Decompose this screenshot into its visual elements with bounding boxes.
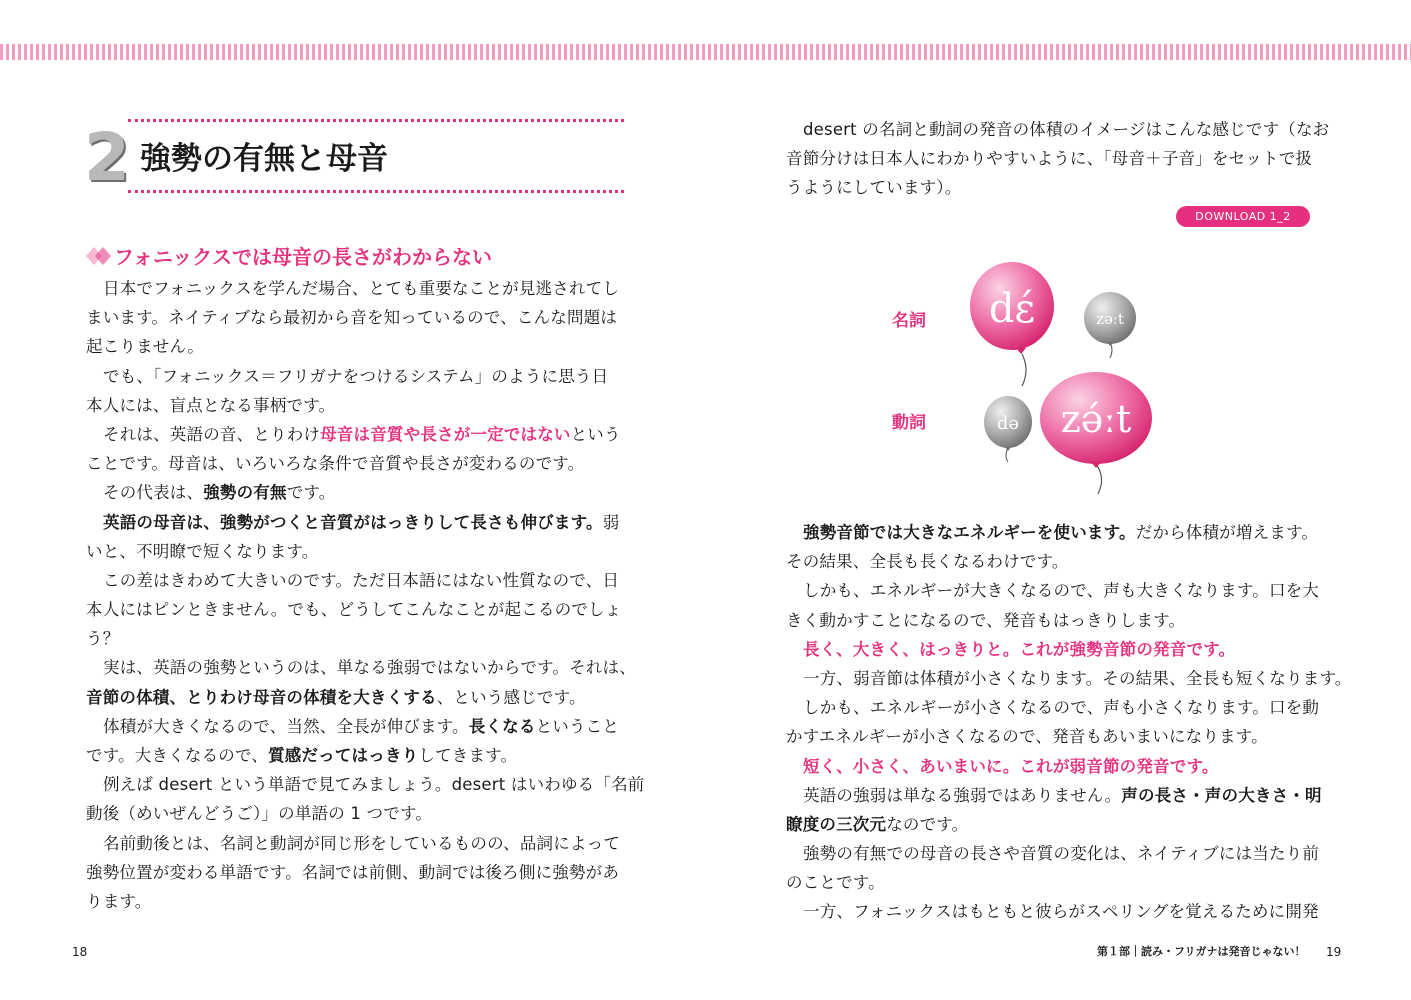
left-page-number: 18 bbox=[72, 945, 88, 959]
text-line: う？ bbox=[86, 629, 120, 649]
text-line: それは、英語の音、とりわけ母音は音質や長さが一定ではないという bbox=[103, 424, 621, 444]
noun-stressed-syllable: dɛ́ bbox=[988, 286, 1036, 332]
text-line: ります。 bbox=[86, 891, 152, 911]
text-line: 起こりません。 bbox=[86, 337, 204, 357]
section-title: フォニックスでは母音の長さがわからない bbox=[114, 245, 492, 269]
text-line: その結果、全長も長くなるわけです。 bbox=[786, 552, 1069, 572]
text-line: うようにしています）。 bbox=[786, 178, 962, 198]
text-line: ことです。母音は、いろいろな条件で音質や長さが変わるのです。 bbox=[86, 454, 585, 474]
bold-text: 長くなる bbox=[468, 716, 536, 736]
bold-text: 質感だってはっきり bbox=[268, 746, 419, 765]
text-line: 強勢の有無での母音の長さや音質の変化は、ネイティブには当たり前 bbox=[803, 844, 1320, 864]
text-line: 強勢音節では大きなエネルギーを使います。だから体積が増えます。 bbox=[803, 523, 1319, 542]
bold-text: 瞭度の三次元 bbox=[786, 814, 887, 834]
bold-text: 音節の体積、とりわけ母音の体積を大きくする bbox=[86, 687, 437, 707]
text-line: desert の名詞と動詞の発音の体積のイメージはこんな感じです（なお bbox=[803, 120, 1330, 139]
text-line: 英語の強弱は単なる強弱ではありません。声の長さ・声の大きさ・明 bbox=[803, 785, 1322, 805]
text-line: しかも、エネルギーが大きくなるので、声も大きくなります。口を大 bbox=[803, 581, 1320, 601]
text-line: です。大きくなるので、質感だってはっきりしてきます。 bbox=[86, 746, 518, 765]
text-line: まいます。ネイティブなら最初から音を知っているので、こんな問題は bbox=[86, 308, 618, 328]
left-body-text bbox=[86, 274, 645, 916]
text-line: かすエネルギーが小さくなるので、発音もあいまいになります。 bbox=[786, 727, 1268, 747]
running-head: 第１部｜読み・フリガナは発音じゃない！ bbox=[1097, 945, 1306, 958]
verb-label: 動詞 bbox=[892, 413, 926, 433]
chapter-title: 強勢の有無と母音 bbox=[140, 141, 388, 177]
diamond-icon bbox=[86, 246, 112, 266]
text-line: 瞭度の三次元なのです。 bbox=[786, 814, 969, 834]
text-line: しかも、エネルギーが小さくなるので、声も小さくなります。口を動 bbox=[803, 698, 1320, 718]
text-line: 強勢位置が変わる単語です。名詞では前側、動詞では後ろ側に強勢があ bbox=[86, 862, 620, 882]
noun-weak-syllable: zəːt bbox=[1096, 310, 1124, 328]
text-line: きく動かすことになるので、発音もはっきりします。 bbox=[786, 610, 1186, 630]
text-line: 動後（めいぜんどうご）」の単語の 1 つです。 bbox=[86, 804, 433, 824]
text-line: その代表は、強勢の有無です。 bbox=[103, 483, 336, 503]
text-line: 実は、英語の強勢というのは、単なる強弱ではないからです。それは、 bbox=[103, 658, 636, 678]
verb-stressed-syllable: zə́ːt bbox=[1060, 397, 1132, 441]
emphasis-text: 短く、小さく、あいまいに。これが弱音節の発音です。 bbox=[803, 756, 1219, 776]
text-line: 名前動後とは、名詞と動詞が同じ形をしているものの、品詞によって bbox=[103, 833, 621, 853]
emphasis-text: 長く、大きく、はっきりと。これが強勢音節の発音です。 bbox=[803, 639, 1236, 659]
text-line: 体積が大きくなるので、当然、全長が伸びます。長くなるということ bbox=[103, 716, 620, 736]
title-rule-top bbox=[128, 119, 624, 122]
emphasis-text: 母音は音質や長さが一定ではない bbox=[320, 424, 571, 444]
text-line: 音節分けは日本人にわかりやすいように、「母音＋子音」をセットで扱 bbox=[786, 149, 1313, 169]
text-line: のことです。 bbox=[786, 873, 885, 893]
text-line: 英語の母音は、強勢がつくと音質がはっきりして長さも伸びます。弱 bbox=[103, 512, 620, 532]
right-intro-text bbox=[786, 115, 1329, 203]
text-line: 例えば desert という単語で見てみましょう。desert はいわゆる「名前 bbox=[103, 775, 645, 795]
text-line: いと、不明瞭で短くなります。 bbox=[86, 541, 319, 561]
text-line: この差はきわめて大きいのです。ただ日本語にはない性質なので、日 bbox=[103, 570, 620, 590]
balloon-figure bbox=[960, 262, 1180, 500]
title-rule-bottom bbox=[128, 190, 624, 193]
right-body-text bbox=[786, 518, 1351, 927]
text-line: でも、「フォニックス＝フリガナをつけるシステム」のように思う日 bbox=[103, 366, 609, 386]
top-stripe-band bbox=[0, 44, 1411, 60]
right-page-number: 19 bbox=[1326, 945, 1342, 959]
download-badge[interactable]: DOWNLOAD 1_2 bbox=[1176, 206, 1310, 227]
text-line: 一方、フォニックスはもともと彼らがスペリングを覚えるために開発 bbox=[803, 902, 1319, 922]
chapter-number: 2 bbox=[84, 119, 130, 196]
noun-label: 名詞 bbox=[892, 311, 926, 331]
text-line: 日本でフォニックスを学んだ場合、とても重要なことが見逃されてし bbox=[103, 279, 620, 298]
text-line: 本人には、盲点となる事柄です。 bbox=[86, 395, 336, 415]
text-line: 一方、弱音節は体積が小さくなります。その結果、全長も短くなります。 bbox=[803, 668, 1352, 688]
bold-text: 強勢の有無 bbox=[203, 483, 287, 503]
text-line: 本人にはピンときません。でも、どうしてこんなことが起こるのでしょ bbox=[86, 600, 622, 620]
bold-text: 強勢音節では大きなエネルギーを使います。 bbox=[803, 523, 1136, 542]
bold-text: 英語の母音は、強勢がつくと音質がはっきりして長さも伸びます。 bbox=[103, 512, 603, 532]
bold-text: 声の長さ・声の大きさ・明 bbox=[1121, 785, 1322, 805]
verb-weak-syllable: də bbox=[996, 413, 1020, 434]
text-line: 音節の体積、とりわけ母音の体積を大きくする、という感じです。 bbox=[86, 687, 586, 707]
